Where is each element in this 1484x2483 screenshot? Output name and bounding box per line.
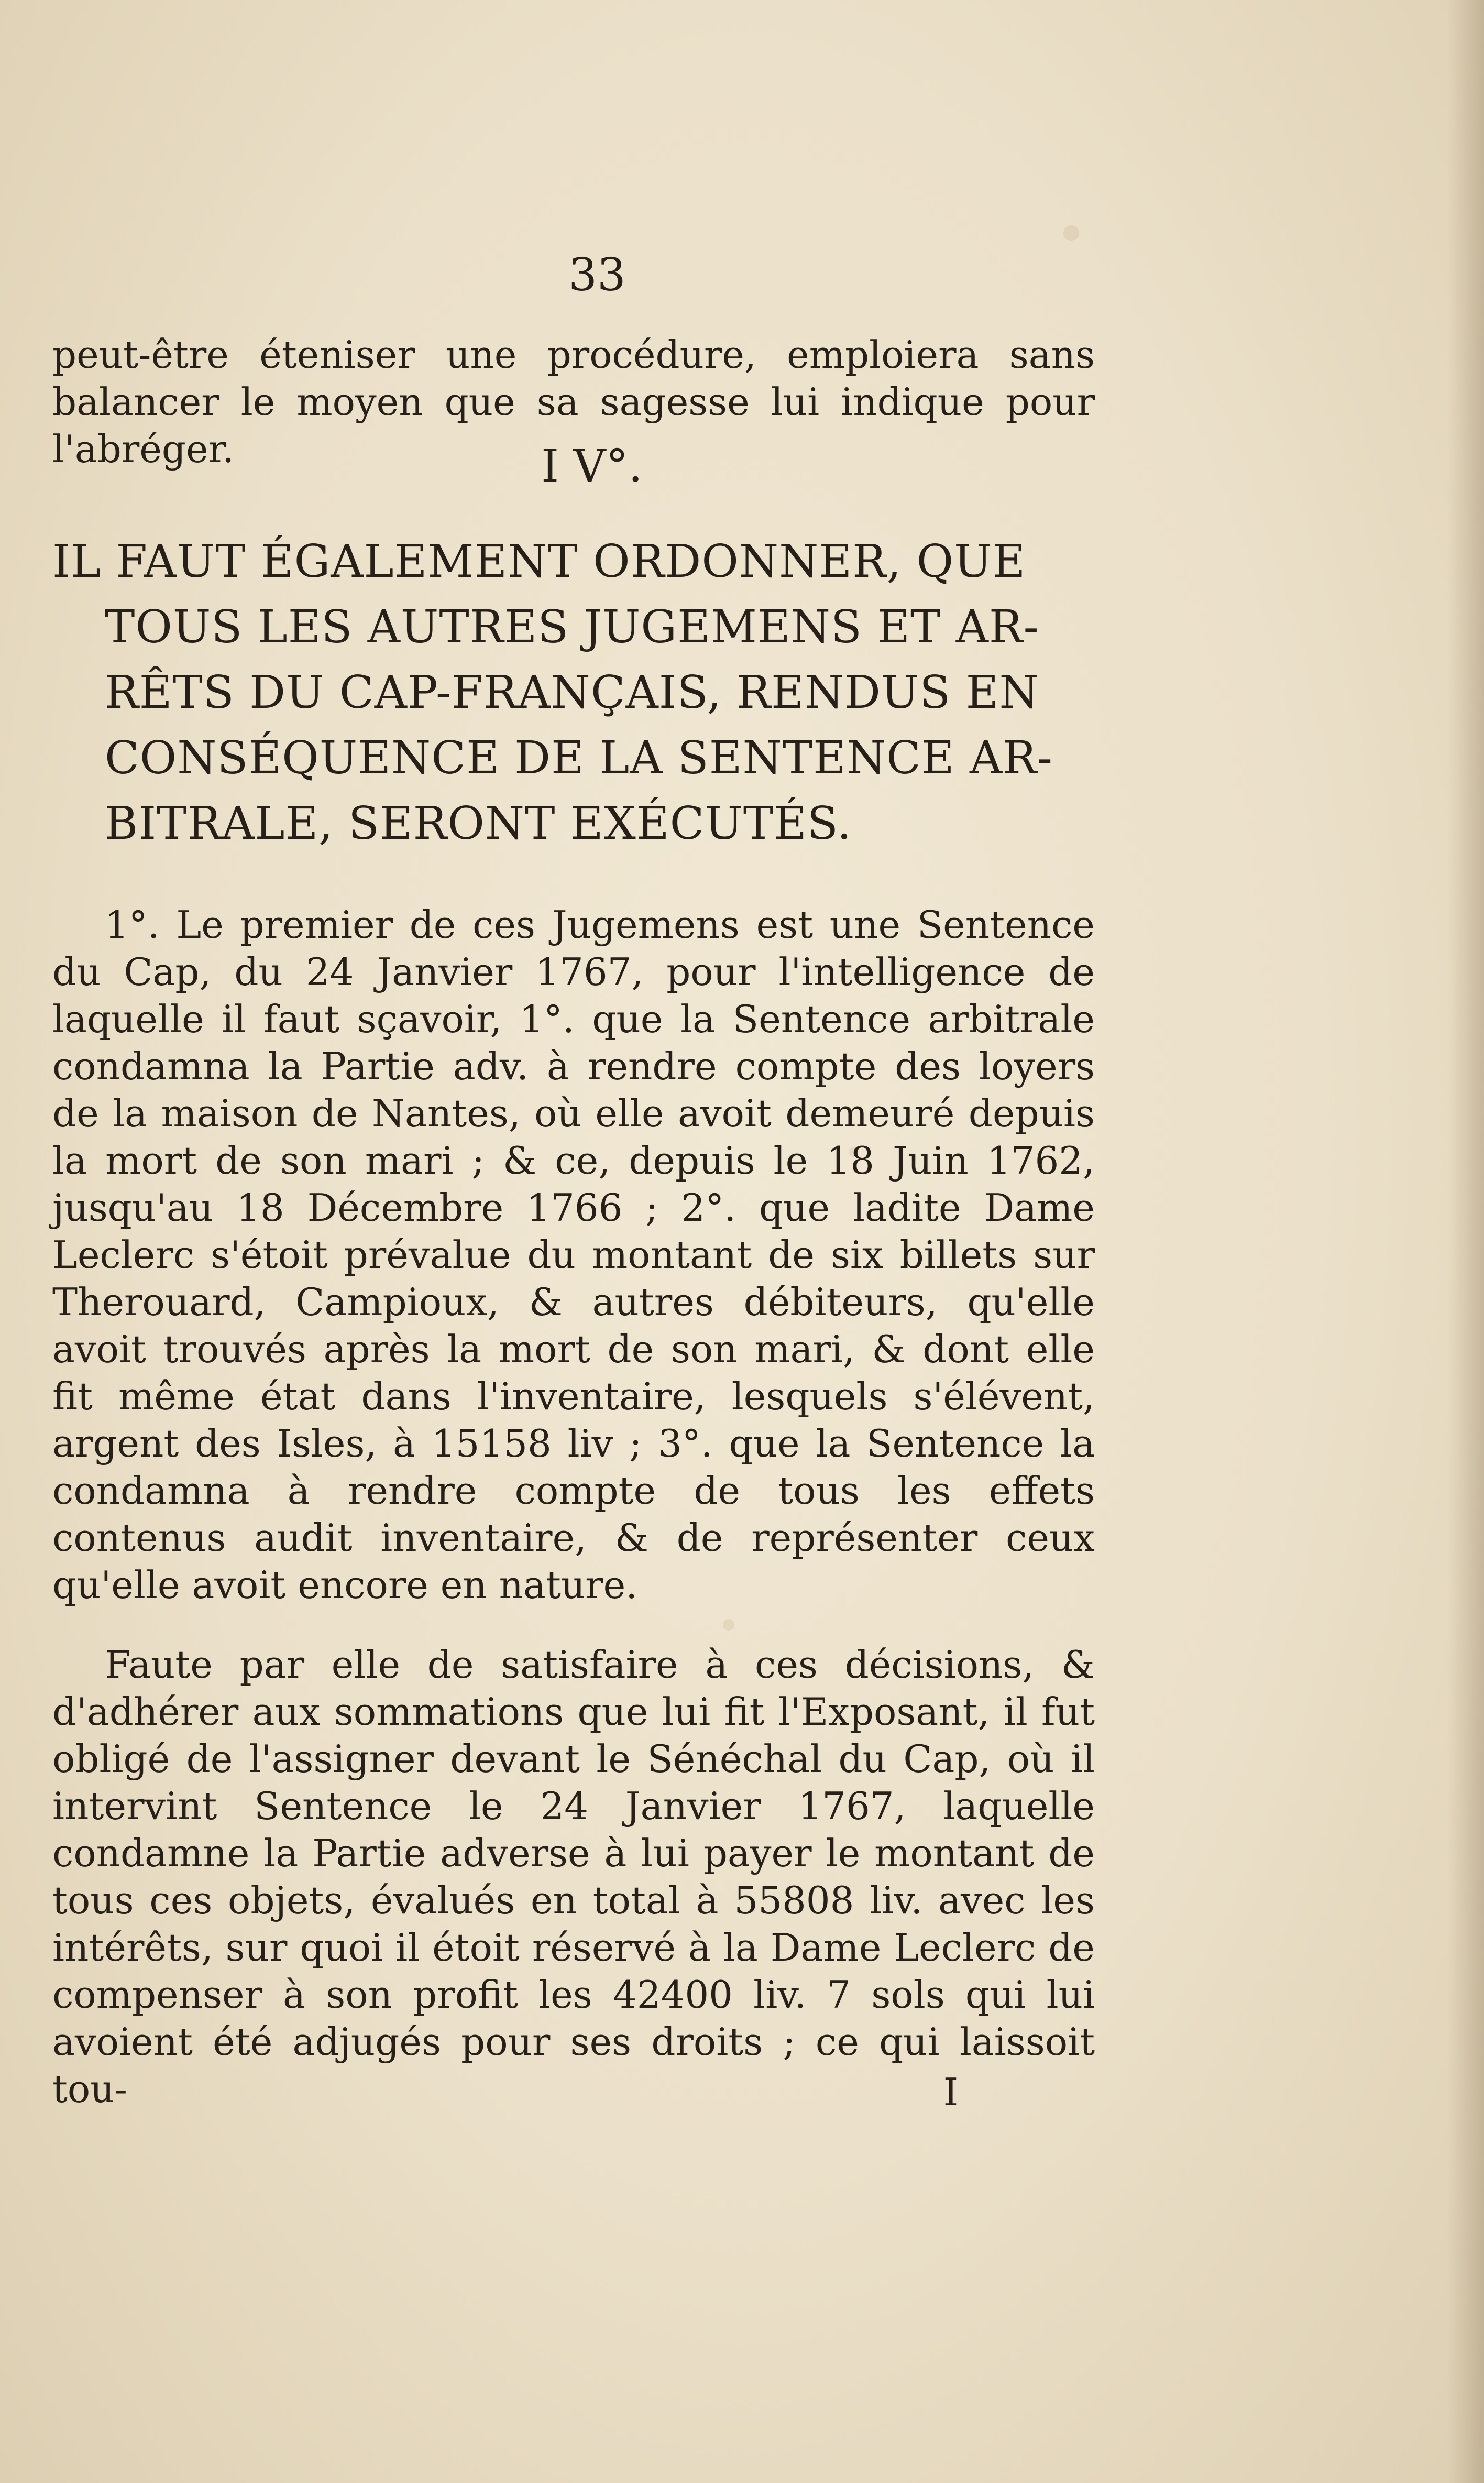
paper-stain (723, 1619, 734, 1631)
page-number: 33 (568, 249, 626, 301)
heading-line: RÊTS DU CAP-FRANÇAIS, RENDUS EN (105, 666, 1039, 719)
heading-line: BITRALE, SERONT EXÉCUTÉS. (105, 797, 852, 850)
catchword: I (943, 2070, 959, 2114)
section-number: I V°. (541, 440, 643, 493)
page-spine-shadow (1447, 0, 1484, 2483)
body-paragraph: Faute par elle de satisfaire à ces décisions, & d'adhérer aux sommations que lui fit l'Exposant, il fut obligé de l'assigner devant le Sénéchal du Cap, où il intervint Sentence le 24 Janvier 1767, laquelle condamne la Partie adverse à lui payer le montant de tous ces objets, évalués en total à 55808 liv. avec les intérêts, sur quoi il étoit réservé à la Dame Leclerc de compenser à son profit les 42400 liv. 7 sols qui lui avoient été adjugés pour ses droits ; ce qui laissoit tou- (52, 1643, 1095, 2111)
body-paragraph: 1°. Le premier de ces Jugemens est une Sentence du Cap, du 24 Janvier 1767, pour l'intelligence de laquelle il faut sçavoir, 1°. que la Sentence arbitrale condamna la Partie adv. à rendre compte des loyers de la maison de Nantes, où elle avoit demeuré depuis la mort de son mari ; & ce, depuis le 18 Juin 1762, jusqu'au 18 Décembre 1766 ; 2°. que ladite Dame Leclerc s'étoit prévalue du montant de six billets sur Therouard, Campioux, & autres débiteurs, qu'elle avoit trouvés après la mort de son mari, & dont elle fit même état dans l'inventaire, lesquels s'élévent, argent des Isles, à 15158 liv ; 3°. que la Sentence la condamna à rendre compte de tous les effets contenus audit inventaire, & de représenter ceux qu'elle avoit encore en nature. (52, 903, 1095, 1607)
paper-stain (1063, 225, 1079, 241)
heading-line: IL FAUT ÉGALEMENT ORDONNER, QUE (52, 535, 1026, 588)
heading-line: TOUS LES AUTRES JUGEMENS ET AR- (105, 601, 1039, 653)
section-heading (52, 529, 1100, 857)
intro-paragraph: peut-être éteniser une procédure, emploiera sans balancer le moyen que sa sagesse lui indique pour l'abréger. (52, 333, 1095, 471)
heading-line: CONSÉQUENCE DE LA SENTENCE AR- (105, 732, 1053, 784)
